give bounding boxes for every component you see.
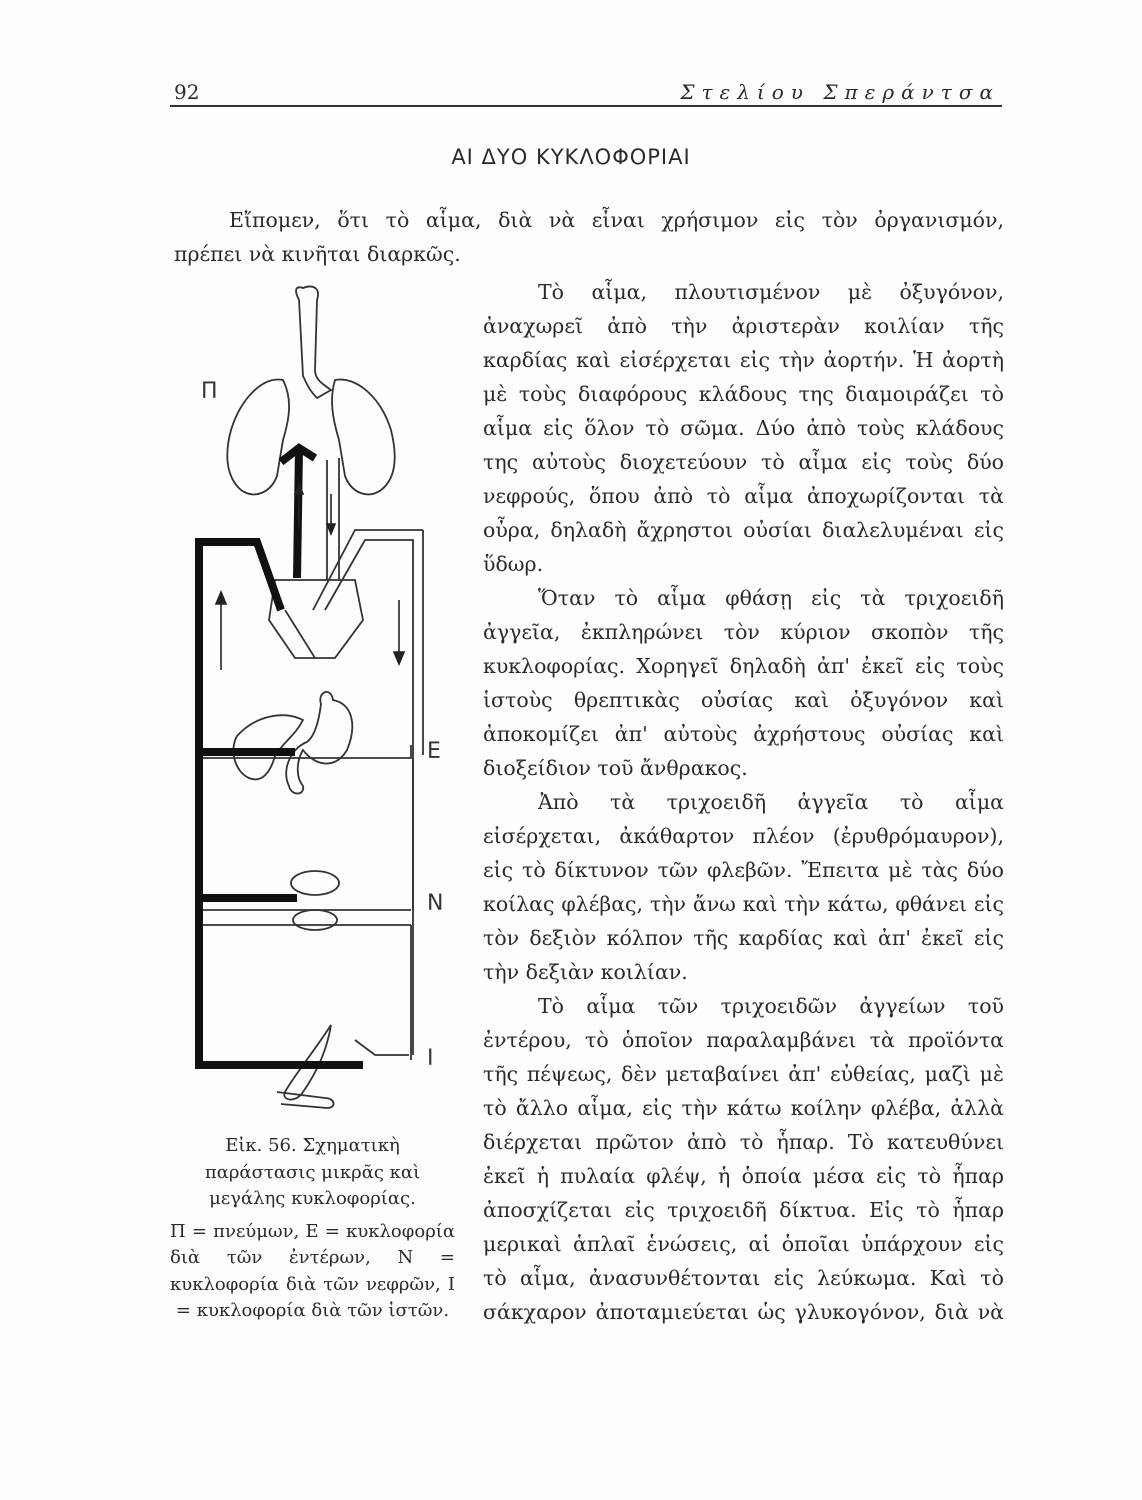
left-lung	[227, 380, 289, 495]
trachea	[296, 287, 331, 399]
kidney-top	[291, 871, 339, 895]
arterial-path	[199, 542, 363, 1065]
label-kidneys: Ν	[427, 891, 444, 916]
heart	[269, 580, 363, 658]
intro-line-2: πρέπει νὰ κινῆται διαρκῶς.	[174, 242, 461, 266]
intro-line-1: Εἴπομεν, ὅτι τὸ αἷμα, διὰ νὰ εἶναι χρήσιμον εἰς τὸν ὀργανισμόν,	[229, 208, 1004, 232]
running-header-author: Στελίου Σπεράντσα	[680, 80, 1000, 104]
label-intestines: Ε	[427, 739, 441, 764]
label-tissues: Ι	[427, 1046, 434, 1071]
right-lung	[332, 380, 395, 495]
liver	[233, 715, 303, 779]
intro-paragraph	[174, 203, 1004, 271]
caption-legend: Π = πνεύμων, Ε = κυκλοφορία διὰ τῶν ἐντέρων, Ν = κυκλοφορία διὰ τῶν νεφρῶν, Ι = κυκλοφορία διὰ τῶν ἱστῶν.	[170, 1220, 455, 1321]
header-rule	[170, 105, 1002, 107]
chapter-title: ΑΙ ΔΥΟ ΚΥΚΛΟΦΟΡΙΑΙ	[451, 145, 691, 169]
paragraph-aorta: Τὸ αἷμα, πλουτισμένον μὲ ὀξυγόνον, ἀναχωρεῖ ἀπὸ τὴν ἀριστερὰν κοιλίαν τῆς καρδίας καὶ εἰσέρχεται εἰς τὴν ἀορτήν. Ἡ ἀορτὴ μὲ τοὺς διαφόρους κλάδους της διαμοιράζει τὸ αἷμα εἰς ὅλον τὸ σῶμα. Δύο ἀπὸ τοὺς κλάδους της αὐτοὺς διοχετεύουν τὸ αἷμα εἰς τοὺς δύο νεφρούς, ὅπου ἀπὸ τὸ αἷμα ἀποχωρίζονται τὰ οὖρα, δηλαδὴ ἄχρηστοι οὐσίαι διαλελυμέναι εἰς ὕδωρ.	[483, 280, 1004, 576]
paragraph-veins: Ἀπὸ τὰ τριχοειδῆ ἀγγεῖα τὸ αἷμα εἰσέρχεται, ἀκάθαρτον πλέον (ἐρυθρόμαυρον), εἰς τὸ δίκτυνον τῶν φλεβῶν. Ἔπειτα μὲ τὰς δύο κοίλας φλέβας, τὴν ἄνω καὶ τὴν κάτω, φθάνει εἰς τὸν δεξιὸν κόλπον τῆς καρδίας καὶ ἀπ' ἐκεῖ εἰς τὴν δεξιὰν κοιλίαν.	[483, 790, 1004, 984]
figure-caption	[170, 1133, 455, 1325]
paragraph-liver: Τὸ αἷμα τῶν τριχοειδῶν ἀγγείων τοῦ ἐντέρου, τὸ ὁποῖον παραλαμβάνει τὰ προϊόντα τῆς πέψεως, δὲν μεταβαίνει ἀπ' εὐθείας, μαζὶ μὲ τὸ ἄλλο αἷμα, εἰς τὴν κάτω κοίλην φλέβα, ἀλλὰ διέρχεται πρῶτον ἀπὸ τὸ ἧπαρ. Τὸ κατευθύνει ἐκεῖ ἡ πυλαία φλέψ, ἡ ὁποία μέσα εἰς τὸ ἧπαρ ἀποσχίζεται εἰς τριχοειδῆ δίκτυα. Εἰς τὸ ἧπαρ μερικαὶ ἁπλαῖ ἑνώσεις, αἱ ὁποῖαι ὑπάρχουν εἰς τὸ αἷμα, ἀνασυνθέτονται εἰς λεύκωμα. Καὶ τὸ σάκχαρον ἀποταμιεύεται ὡς γλυκογόνον, διὰ νὰ	[483, 994, 1004, 1324]
circulation-diagram	[185, 280, 470, 1125]
kidney-bottom	[293, 910, 337, 930]
body-column	[483, 275, 1004, 1329]
stomach	[286, 692, 352, 794]
label-lung: Π	[201, 379, 218, 404]
paragraph-capillaries: Ὅταν τὸ αἷμα φθάσῃ εἰς τὰ τριχοειδῆ ἀγγεῖα, ἐκπληρώνει τὸν κύριον σκοπὸν τῆς κυκλοφορίας. Χορηγεῖ δηλαδὴ ἀπ' ἐκεῖ εἰς τοὺς ἱστοὺς θρεπτικὰς οὐσίας καὶ ὀξυγόνον καὶ ἀποκομίζει ἀπ' αὐτοὺς ἀχρήστους οὐσίας καὶ διοξείδιον τοῦ ἄνθρακος.	[483, 586, 1004, 780]
caption-title: Εἰκ. 56. Σχηματικὴ παράστασις μικρᾶς καὶ μεγάλης κυκλοφορίας.	[204, 1135, 421, 1209]
page-number: 92	[174, 80, 200, 104]
